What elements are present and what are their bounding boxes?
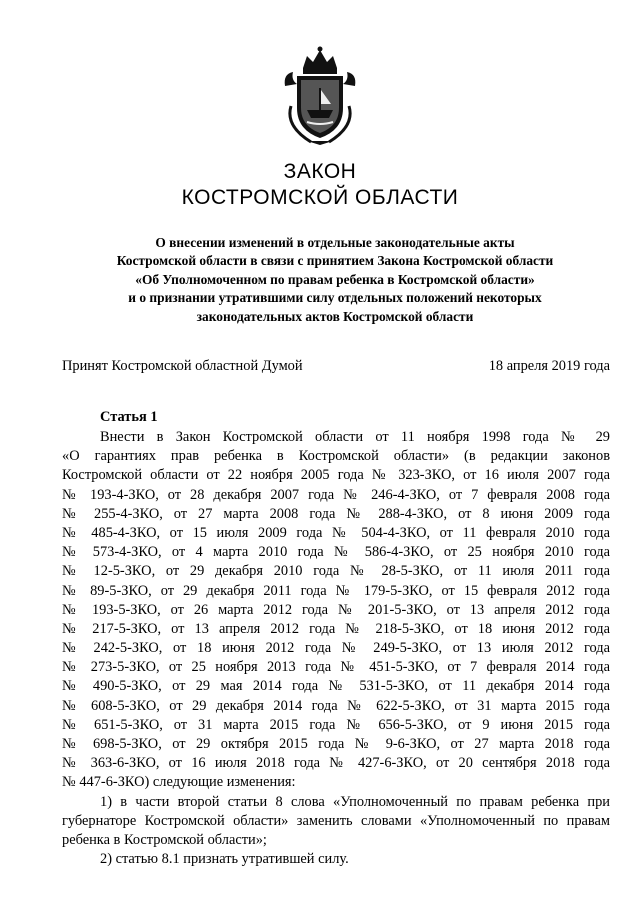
body-line: № 12-5-ЗКО, от 29 декабря 2010 года № 28-5-ЗКО, от 11 июля 2011 года	[62, 563, 610, 580]
body-line: № 651-5-ЗКО, от 31 марта 2015 года № 656-5-ЗКО, от 9 июня 2015 года	[62, 716, 610, 733]
body-line: № 608-5-ЗКО, от 29 декабря 2014 года № 622-5-ЗКО, от 31 марта 2015 года	[62, 697, 610, 714]
body-line: № 485-4-ЗКО, от 15 июля 2009 года № 504-4-ЗКО, от 11 февраля 2010 года	[62, 524, 610, 541]
body-line: Костромской области от 22 ноября 2005 года № 323-ЗКО, от 16 июля 2007 года	[62, 467, 610, 484]
body-line: губернаторе Костромской области» заменить словами «Уполномоченный по правам	[62, 812, 610, 829]
coat-of-arms-icon	[281, 46, 359, 146]
subtitle-line: и о признании утратившими силу отдельных положений некоторых	[128, 290, 542, 306]
body-line: № 193-5-ЗКО, от 26 марта 2012 года № 201-5-ЗКО, от 13 апреля 2012 года	[62, 601, 610, 618]
subtitle-line: Костромской области в связи с принятием Закона Костромской области	[116, 253, 554, 269]
body-line: «О гарантиях прав ребенка в Костромской области» (в редакции законов	[62, 448, 610, 465]
body-line: № 698-5-ЗКО, от 29 октября 2015 года № 9-6-ЗКО, от 27 марта 2018 года	[62, 736, 610, 752]
body-line: № 490-5-ЗКО, от 29 мая 2014 года № 531-5-ЗКО, от 11 декабря 2014 года	[62, 678, 610, 695]
article-body	[62, 428, 610, 869]
adopted-by: Принят Костромской областной Думой	[62, 358, 303, 374]
body-line: № 89-5-ЗКО, от 29 декабря 2011 года № 179-5-ЗКО, от 15 февраля 2012 года	[62, 582, 610, 599]
body-line: № 447-6-ЗКО) следующие изменения:	[62, 774, 296, 791]
body-line: № 573-4-ЗКО, от 4 марта 2010 года № 586-4-ЗКО, от 25 ноября 2010 года	[62, 544, 610, 561]
subtitle-line: «Об Уполномоченном по правам ребенка в Костромской области»	[135, 271, 535, 287]
body-line: № 255-4-ЗКО, от 27 марта 2008 года № 288-4-ЗКО, от 8 июня 2009 года	[62, 505, 610, 522]
article-title: Статья 1	[100, 409, 158, 425]
body-line: № 242-5-ЗКО, от 18 июня 2012 года № 249-5-ЗКО, от 13 июля 2012 года	[62, 640, 610, 657]
body-line: № 273-5-ЗКО, от 25 ноября 2013 года № 451-5-ЗКО, от 7 февраля 2014 года	[62, 659, 610, 676]
body-line: № 217-5-ЗКО, от 13 апреля 2012 года № 218-5-ЗКО, от 18 июня 2012 года	[62, 620, 610, 637]
body-line: 1) в части второй статьи 8 слова «Уполномоченный по правам ребенка при	[100, 793, 610, 810]
body-line: ребенка в Костромской области»;	[62, 831, 267, 848]
body-line: Внести в Закон Костромской области от 11 ноября 1998 года № 29	[100, 429, 610, 445]
body-line: 2) статью 8.1 признать утратившей силу.	[100, 851, 349, 868]
document-title-line1: ЗАКОН	[283, 160, 357, 183]
subtitle-line: О внесении изменений в отдельные законодательные акты	[155, 235, 515, 250]
subtitle-line: законодательных актов Костромской области	[196, 308, 474, 324]
document-title-line2: КОСТРОМСКОЙ ОБЛАСТИ	[181, 186, 459, 209]
document-subtitle	[60, 234, 610, 326]
body-line: № 193-4-ЗКО, от 28 декабря 2007 года № 246-4-ЗКО, от 7 февраля 2008 года	[62, 486, 610, 503]
adopted-date: 18 апреля 2019 года	[488, 358, 610, 374]
body-line: № 363-6-ЗКО, от 16 июля 2018 года № 427-6-ЗКО, от 20 сентября 2018 года	[62, 755, 610, 772]
